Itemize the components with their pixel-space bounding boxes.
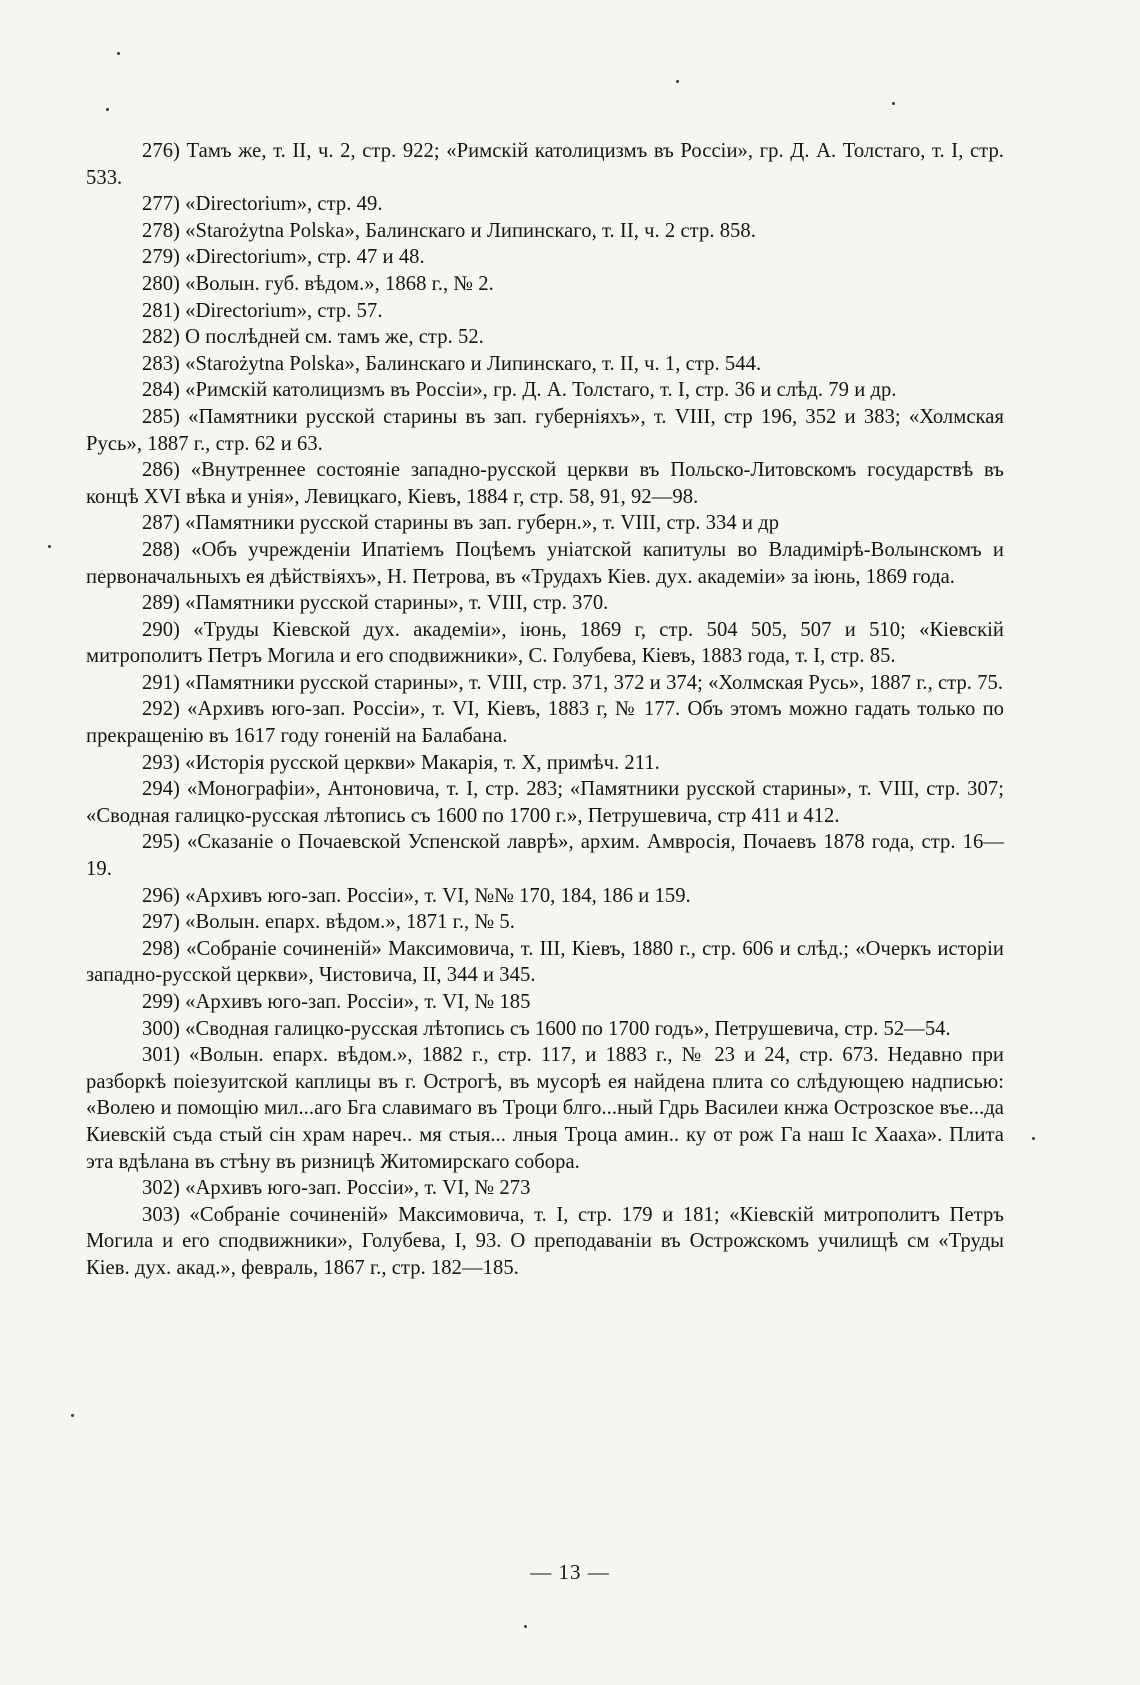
footnote-289: 289) «Памятники русской старины», т. VIII, стр. 370.: [142, 592, 609, 615]
footnote-302: 302) «Архивъ юго-зап. Россіи», т. VI, № 273: [142, 1177, 531, 1200]
footnote-283: 283) «Starożytna Polska», Балинскаго и Липинскаго, т. II, ч. 1, стр. 544.: [142, 352, 762, 375]
footnote-277: 277) «Directorium», стр. 49.: [142, 193, 383, 216]
footnote-294: 294) «Монографіи», Антоновича, т. I, стр. 283; «Памятники русской старины», т. VIII, стр. 307; «Сводная галицко-русская лѣтопись съ 1600 по 1700 г.», Петрушевича, стр 411 и 412.: [86, 778, 1004, 827]
scan-speck: [71, 1414, 74, 1417]
footnote-298: 298) «Собраніе сочиненій» Максимовича, т. III, Кіевъ, 1880 г., стр. 606 и слѣд.; «Очеркъ исторіи западно-русской церкви», Чистовича, II, 344 и 345.: [86, 937, 1004, 987]
scan-speck: [524, 1625, 527, 1628]
footnote-299: 299) «Архивъ юго-зап. Россіи», т. VI, № 185: [142, 991, 531, 1013]
footnote-297: 297) «Волын. епарх. вѣдом.», 1871 г., № 5.: [142, 911, 515, 934]
footnotes-list: [86, 138, 1004, 1282]
scan-speck: [106, 108, 109, 111]
footnote-293: 293) «Исторія русской церкви» Макарія, т. X, примѣч. 211.: [142, 751, 660, 774]
page-number: — 13 —: [530, 1560, 610, 1584]
footnote-286: 286) «Внутреннее состояніе западно-русской церкви въ Польско-Литовскомъ государствѣ въ концѣ XVI вѣка и унія», Левицкаго, Кіевъ, 1884 г, стр. 58, 91, 92—98.: [86, 459, 1004, 508]
footnote-301: 301) «Волын. епарх. вѣдом.», 1882 г., стр. 117, и 1883 г., № 23 и 24, стр. 673. Недавно при разборкѣ поіезуитской каплицы въ г. Острогѣ, въ мусорѣ ея найдена плита со слѣдующею надписью: «Волею и помощію мил...аго Бга славимаго въ Троци блго...ный Гдрь Василеи кнжа Острозское въе...да Киевскій съда стый сін храм нареч.. мя стыя... лныя Троца амин.. ку от рож Га наш Іс Хааха». Плита эта вдѣлана въ стѣну въ ризницѣ Житомирскаго собора.: [86, 1044, 1004, 1173]
footnote-288: 288) «Объ учрежденіи Ипатіемъ Поцѣемъ уніатской капитулы во Владимірѣ-Волынскомъ и первоначальныхъ ея дѣйствіяхъ», Н. Петрова, въ «Трудахъ Кіев. дух. академіи» за іюнь, 1869 года.: [86, 538, 1004, 588]
footnote-291: 291) «Памятники русской старины», т. VIII, стр. 371, 372 и 374; «Холмская Русь», 1887 г., стр. 75.: [142, 671, 1004, 694]
footnote-295: 295) «Сказаніе о Почаевской Успенской лаврѣ», архим. Амвросія, Почаевъ 1878 года, стр. 16—19.: [86, 831, 1004, 881]
scan-speck: [117, 52, 120, 55]
footnote-282: 282) О послѣдней см. тамъ же, стр. 52.: [142, 326, 484, 349]
footnote-281: 281) «Directorium», стр. 57.: [142, 299, 383, 322]
footnote-290: 290) «Труды Кіевской дух. академіи», іюнь, 1869 г, стр. 504 505, 507 и 510; «Кіевскій митрополитъ Петръ Могила и его сподвижники», С. Голубева, Кіевъ, 1883 года, т. I, стр. 85.: [86, 618, 1004, 668]
footnote-292: 292) «Архивъ юго-зап. Россіи», т. VI, Кіевъ, 1883 г, № 177. Объ этомъ можно гадать только по прекращенію въ 1617 году гоненій на Балабана.: [86, 698, 1004, 748]
footnote-303: 303) «Собраніе сочиненій» Максимовича, т. I, стр. 179 и 181; «Кіевскій митрополитъ Петръ Могила и его сподвижники», Голубева, I, 93. О преподаваніи въ Острожскомъ училищѣ см «Труды Кіев. дух. акад.», февраль, 1867 г., стр. 182—185.: [86, 1203, 1004, 1279]
footnote-287: 287) «Памятники русской старины въ зап. губерн.», т. VIII, стр. 334 и др: [142, 512, 780, 535]
scan-speck: [48, 545, 51, 548]
footnote-278: 278) «Starożytna Polska», Балинскаго и Липинскаго, т. II, ч. 2 стр. 858.: [142, 219, 756, 242]
scan-speck: [676, 80, 679, 83]
footnote-285: 285) «Памятники русской старины въ зап. губерніяхъ», т. VIII, стр 196, 352 и 383; «Холмская Русь», 1887 г., стр. 62 и 63.: [86, 405, 1004, 455]
footnote-276: 276) Тамъ же, т. II, ч. 2, стр. 922; «Римскій католицизмъ въ Россіи», гр. Д. А. Толстаго, т. I, стр. 533.: [86, 140, 1004, 189]
footnote-284: 284) «Римскій католицизмъ въ Россіи», гр. Д. А. Толстаго, т. I, стр. 36 и слѣд. 79 и др.: [142, 379, 897, 402]
scan-speck: [1032, 1137, 1035, 1140]
scan-speck: [892, 102, 895, 105]
footnote-300: 300) «Сводная галицко-русская лѣтопись съ 1600 по 1700 годъ», Петрушевича, стр. 52—54.: [142, 1017, 951, 1040]
footnote-279: 279) «Directorium», стр. 47 и 48.: [142, 246, 425, 269]
footnote-280: 280) «Волын. губ. вѣдом.», 1868 г., № 2.: [142, 272, 494, 295]
footnote-296: 296) «Архивъ юго-зап. Россіи», т. VI, №№ 170, 184, 186 и 159.: [142, 884, 691, 907]
